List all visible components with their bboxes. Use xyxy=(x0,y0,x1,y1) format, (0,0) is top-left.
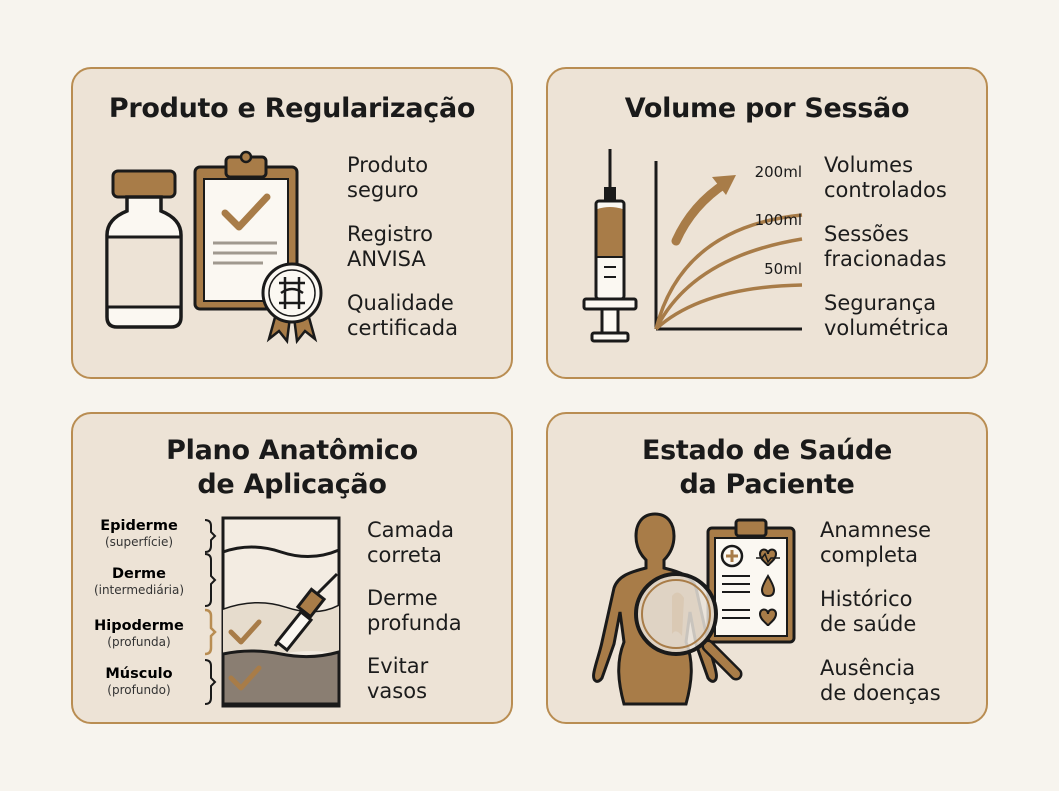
card-title: Volume por Sessão xyxy=(624,93,910,124)
list-item: Qualidade certificada xyxy=(347,291,459,340)
list-item: Sessões fracionadas xyxy=(824,222,947,271)
list-item: Derme profunda xyxy=(367,586,462,635)
layer-name: Hipoderme xyxy=(94,618,184,634)
layer-detail: (profundo) xyxy=(107,683,171,697)
layer-detail: (profunda) xyxy=(107,635,171,649)
list-item: Volumes controlados xyxy=(824,153,947,202)
skin-layers-diagram xyxy=(91,514,349,710)
magnifier-icon xyxy=(632,570,744,682)
card-title: Produto e Regularização xyxy=(108,93,476,124)
item-list xyxy=(820,518,941,725)
card-produto-regularizacao xyxy=(71,67,513,379)
curve-label-50ml: 50ml xyxy=(764,260,802,278)
curve-label-200ml: 200ml xyxy=(754,163,802,181)
card-title: Estado de Saúde da Paciente xyxy=(642,435,892,500)
layer-detail: (superfície) xyxy=(104,535,174,549)
list-item: Evitar vasos xyxy=(367,654,429,703)
layer-name: Músculo xyxy=(105,666,173,682)
item-list xyxy=(824,153,949,360)
list-item: Anamnese completa xyxy=(820,518,932,567)
card-plano-anatomico xyxy=(71,412,513,724)
card-estado-saude xyxy=(546,412,988,724)
card-title: Plano Anatômico de Aplicação xyxy=(166,435,418,500)
list-item: Histórico de saúde xyxy=(820,587,917,636)
item-list xyxy=(347,153,458,360)
syringe-icon xyxy=(582,147,638,343)
curve-label-100ml: 100ml xyxy=(754,211,802,229)
item-list xyxy=(367,518,462,722)
list-item: Registro ANVISA xyxy=(347,222,433,271)
list-item: Segurança volumétrica xyxy=(824,291,949,340)
list-item: Produto seguro xyxy=(347,153,429,202)
list-item: Ausência de doenças xyxy=(820,656,941,705)
vial-icon xyxy=(105,169,185,331)
layer-detail: (intermediária) xyxy=(93,583,185,597)
layer-name: Derme xyxy=(112,566,166,582)
certification-seal-icon xyxy=(259,263,325,343)
card-volume-sessao xyxy=(546,67,988,379)
list-item: Camada correta xyxy=(367,518,455,567)
volume-curves-icon xyxy=(652,157,804,335)
layer-name: Epiderme xyxy=(100,518,178,534)
